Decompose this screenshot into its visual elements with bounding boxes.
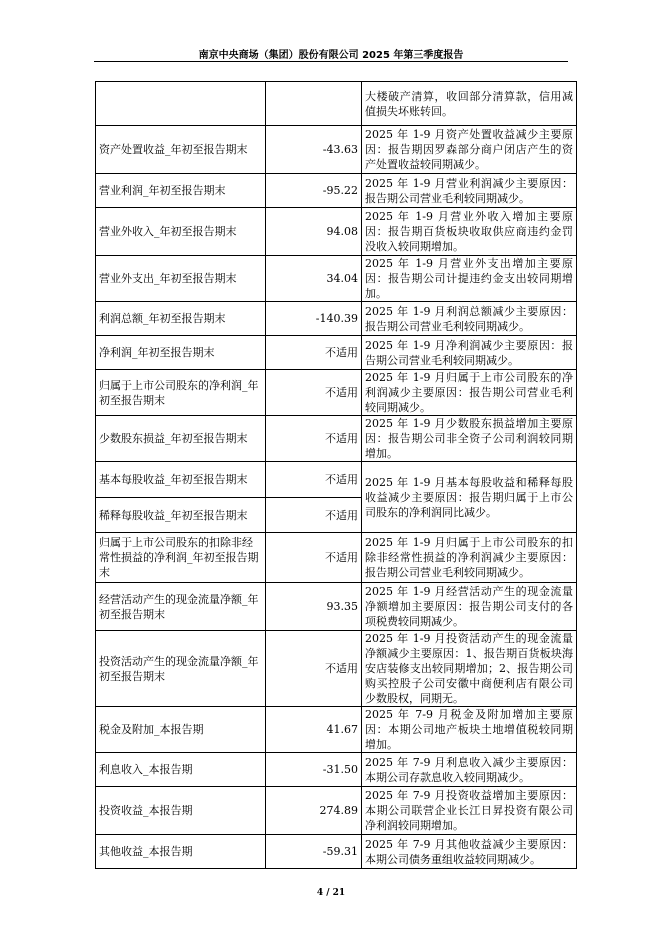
item-name: 投资活动产生的现金流量净额_年初至报告期末 bbox=[96, 631, 266, 707]
change-reason: 大楼破产清算，收回部分清算款，信用减值损失坏账转回。 bbox=[362, 82, 577, 126]
header-divider bbox=[94, 61, 568, 62]
change-ratio: -140.39 bbox=[266, 302, 362, 336]
item-name: 少数股东损益_年初至报告期末 bbox=[96, 416, 266, 462]
change-ratio: 41.67 bbox=[266, 707, 362, 753]
change-reason: 2025 年 1-9 月营业外支出增加主要原因：报告期公司计提违约金支出较同期增加。 bbox=[362, 256, 577, 302]
change-reason: 2025 年 7-9 月税金及附加增加主要原因：本期公司地产板块土地增值税较同期增加。 bbox=[362, 707, 577, 753]
item-name: 营业外支出_年初至报告期末 bbox=[96, 256, 266, 302]
change-reason: 2025 年 1-9 月归属于上市公司股东的扣除非经常性损益的净利润减少主要原因：报告期公司营业毛利较同期减少。 bbox=[362, 533, 577, 583]
change-reason: 2025 年 7-9 月利息收入减少主要原因：本期公司存款息收入较同期减少。 bbox=[362, 753, 577, 787]
change-reason: 2025 年 1-9 月少数股东损益增加主要原因：报告期公司非全资子公司利润较同期增加。 bbox=[362, 416, 577, 462]
table-row bbox=[96, 416, 577, 462]
item-name: 税金及附加_本报告期 bbox=[96, 707, 266, 753]
table-row bbox=[96, 533, 577, 583]
item-name: 归属于上市公司股东的扣除非经常性损益的净利润_年初至报告期末 bbox=[96, 533, 266, 583]
item-name: 营业外收入_年初至报告期末 bbox=[96, 208, 266, 256]
table-row bbox=[96, 256, 577, 302]
page-number: 4 / 21 bbox=[316, 888, 346, 898]
table-row bbox=[96, 583, 577, 631]
table-row bbox=[96, 370, 577, 416]
change-reason: 2025 年 1-9 月投资活动产生的现金流量净额减少主要原因：1、报告期百货板块海安店装修支出较同期增加；2、报告期公司购买控股子公司安徽中商便利店有限公司少数股权，同期无。 bbox=[362, 631, 577, 707]
change-ratio: 不适用 bbox=[266, 336, 362, 370]
change-ratio: 274.89 bbox=[266, 787, 362, 835]
table-row bbox=[96, 787, 577, 835]
change-ratio: 不适用 bbox=[266, 462, 362, 498]
table-row bbox=[96, 707, 577, 753]
change-ratio: 不适用 bbox=[266, 533, 362, 583]
change-ratio: 93.35 bbox=[266, 583, 362, 631]
change-reason: 2025 年 1-9 月经营活动产生的现金流量净额增加主要原因：报告期公司支付的各项税费较同期减少。 bbox=[362, 583, 577, 631]
change-reason: 2025 年 1-9 月利润总额减少主要原因：报告期公司营业毛利较同期减少。 bbox=[362, 302, 577, 336]
change-reason: 2025 年 1-9 月营业利润减少主要原因：报告期公司营业毛利较同期减少。 bbox=[362, 174, 577, 208]
item-name: 利息收入_本报告期 bbox=[96, 753, 266, 787]
item-name: 营业利润_年初至报告期末 bbox=[96, 174, 266, 208]
change-ratio: -31.50 bbox=[266, 753, 362, 787]
item-name: 其他收益_本报告期 bbox=[96, 835, 266, 869]
change-ratio: -43.63 bbox=[266, 126, 362, 174]
item-name: 净利润_年初至报告期末 bbox=[96, 336, 266, 370]
change-ratio: -59.31 bbox=[266, 835, 362, 869]
item-name bbox=[96, 82, 266, 126]
change-ratio: -95.22 bbox=[266, 174, 362, 208]
item-name: 投资收益_本报告期 bbox=[96, 787, 266, 835]
item-name: 基本每股收益_年初至报告期末 bbox=[96, 462, 266, 498]
item-name: 归属于上市公司股东的净利润_年初至报告期末 bbox=[96, 370, 266, 416]
change-ratio: 不适用 bbox=[266, 498, 362, 533]
change-reason: 2025 年 1-9 月基本每股收益和稀释每股收益减少主要原因：报告期归属于上市公司股东的净利润同比减少。 bbox=[362, 462, 577, 533]
item-name: 利润总额_年初至报告期末 bbox=[96, 302, 266, 336]
table-row bbox=[96, 302, 577, 336]
change-reason: 2025 年 1-9 月营业外收入增加主要原因：报告期百货板块收取供应商违约金罚没收入较同期增加。 bbox=[362, 208, 577, 256]
table-row bbox=[96, 336, 577, 370]
change-reason: 2025 年 7-9 月其他收益减少主要原因：本期公司债务重组收益较同期减少。 bbox=[362, 835, 577, 869]
change-ratio: 94.08 bbox=[266, 208, 362, 256]
change-ratio bbox=[266, 82, 362, 126]
item-name: 稀释每股收益_年初至报告期末 bbox=[96, 498, 266, 533]
change-reasons-table bbox=[95, 81, 577, 869]
table-row bbox=[96, 835, 577, 869]
change-reason: 2025 年 1-9 月资产处置收益减少主要原因：报告期因罗森部分商户闭店产生的资产处置收益较同期减少。 bbox=[362, 126, 577, 174]
table-row bbox=[96, 126, 577, 174]
table-row bbox=[96, 82, 577, 126]
change-reason: 2025 年 1-9 月归属于上市公司股东的净利润减少主要原因：报告期公司营业毛利较同期减少。 bbox=[362, 370, 577, 416]
change-ratio: 不适用 bbox=[266, 416, 362, 462]
table-row bbox=[96, 753, 577, 787]
page-header-title: 南京中央商场（集团）股份有限公司 2025 年第三季度报告 bbox=[198, 50, 464, 61]
table-row bbox=[96, 208, 577, 256]
change-reason: 2025 年 7-9 月投资收益增加主要原因：本期公司联营企业长江日昇投资有限公司净利润较同期增加。 bbox=[362, 787, 577, 835]
change-ratio: 不适用 bbox=[266, 631, 362, 707]
table-row bbox=[96, 174, 577, 208]
table-row bbox=[96, 462, 577, 498]
table-row bbox=[96, 631, 577, 707]
item-name: 经营活动产生的现金流量净额_年初至报告期末 bbox=[96, 583, 266, 631]
change-ratio: 34.04 bbox=[266, 256, 362, 302]
item-name: 资产处置收益_年初至报告期末 bbox=[96, 126, 266, 174]
change-reason: 2025 年 1-9 月净利润减少主要原因：报告期公司营业毛利较同期减少。 bbox=[362, 336, 577, 370]
change-ratio: 不适用 bbox=[266, 370, 362, 416]
